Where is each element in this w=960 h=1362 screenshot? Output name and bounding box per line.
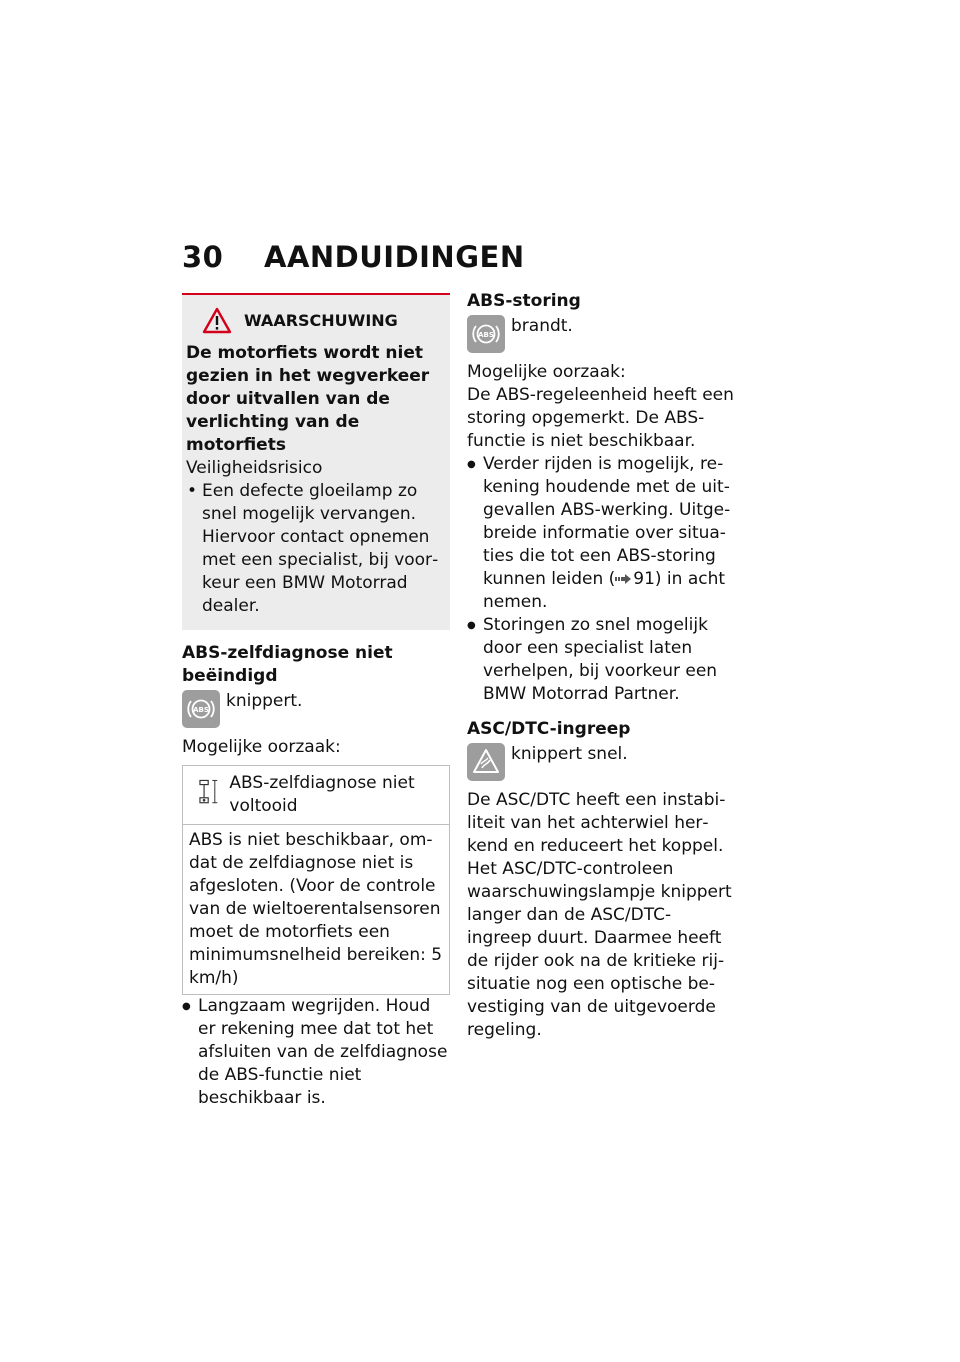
info-box-title: ABS-zelfdiagnose niet voltooid [229,773,415,816]
list-item: • Een defecte gloeilamp zo snel mogelijk vervangen. Hiervoor contact opnemen met een specialist, bij voorkeur een BMW Motorrad dealer. [186,480,444,618]
svg-text:ABS: ABS [193,706,209,714]
info-box-text: ABS is niet beschikbaar, omdat de zelfdiagnose niet is afgesloten. (Voor de controle van de wieltoerentalsensoren moet de motorfiets een minimumsnelheid bereiken: 5 km/h) [189,830,443,988]
abs-fault-title: ABS-storing [467,291,581,311]
page-heading [182,240,525,274]
abs-selfdiag-title: ABS-zelfdiagnose niet beëindigd [182,643,393,686]
warning-triangle-icon [202,307,232,334]
diagnosis-instrument-icon [195,772,221,812]
selfdiag-info-box [182,765,450,995]
asc-dtc-title: ASC/DTC-ingreep [467,719,631,739]
asc-dtc-lamp-state: knippert snel. [511,744,628,764]
right-column [467,290,735,1042]
page-number: 30 [182,240,224,274]
abs-selfdiag-lamp-state: knippert. [226,691,303,711]
list-item: ● Langzaam wegrijden. Houd er rekening mee dat tot het afsluiten van de zelfdiagnose de ABS-functie niet beschikbaar is. [182,995,450,1110]
abs-lamp-icon [467,315,505,353]
bullet-text: Verder rijden is mogelijk, rekening houdende met de uitgevallen ABS-werking. Uitgebreide informatie over situaties die tot een ABS-storing kunnen leiden ( [483,454,731,589]
warning-risk: Veiligheidsrisico [186,458,323,478]
warning-header [202,307,444,334]
abs-fault-cause-label: Mogelijke oorzaak: [467,362,626,382]
warning-label: WAARSCHUWING [244,311,398,330]
bullet-text-end: ) in acht nemen. [483,569,726,612]
warning-title: De motorfiets wordt niet gezien in het wegverkeer door uitvallen van de verlichting van de motorfiets [186,343,430,455]
abs-fault-lamp-state: brandt. [511,316,573,336]
page-reference[interactable]: 91 [633,569,655,589]
page-title: AANDUIDINGEN [264,240,525,274]
warning-box [182,293,450,630]
list-item [467,453,735,614]
asc-dtc-lamp-row [467,743,735,781]
asc-dtc-lamp-icon [467,743,505,781]
warning-bullets [186,480,444,618]
abs-selfdiag-lamp-row [182,690,450,728]
left-column [182,293,450,1110]
abs-lamp-icon [182,690,220,728]
reference-arrow-icon [615,573,633,585]
asc-dtc-text: De ASC/DTC heeft een instabiliteit van het achterwiel herkend en reduceert het koppel. Het ASC/DTC-controleen waarschuwingslampje knippert langer dan de ASC/DTC-ingreep duurt. Daarmee heeft de rijder ook na de kritieke rijsituatie nog een optische bevestiging van de uitgevoerde regeling. [467,790,732,1040]
list-item: ● Storingen zo snel mogelijk door een specialist laten verhelpen, bij voorkeur een BMW Motorrad Partner. [467,614,735,706]
abs-selfdiag-cause-label: Mogelijke oorzaak: [182,737,341,757]
abs-fault-lamp-row [467,315,735,353]
abs-fault-bullets [467,453,735,706]
abs-fault-text: De ABS-regeleenheid heeft een storing opgemerkt. De ABS-functie is niet beschikbaar. [467,385,734,451]
svg-text:ABS: ABS [478,331,494,339]
info-box-header [183,766,449,825]
abs-selfdiag-bullets [182,995,450,1110]
